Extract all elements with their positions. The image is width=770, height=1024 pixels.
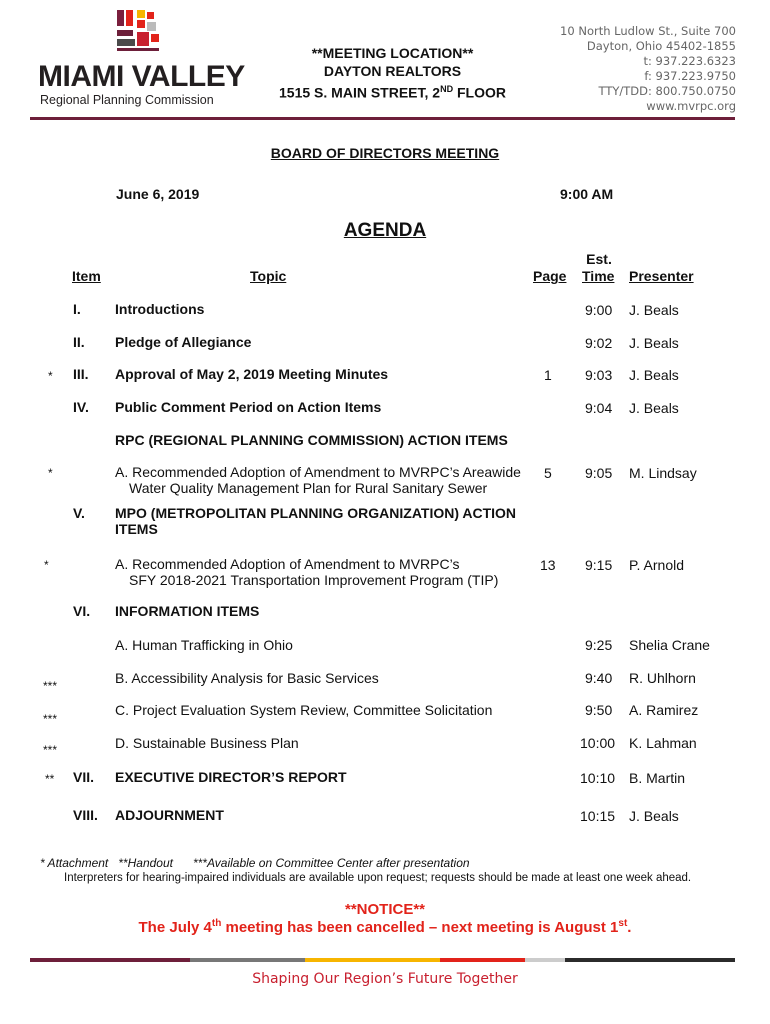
location-line-2: DAYTON REALTORS [323,63,462,79]
brand-subtitle: Regional Planning Commission [40,93,214,107]
committee-center-marker: *** [43,743,58,757]
column-header-time: Time [582,268,615,284]
column-header-est: Est. [586,251,612,267]
handout-marker: ** [45,772,55,786]
row-time: 9:00 [585,302,613,318]
row-topic: ADJOURNMENT [115,807,224,823]
row-presenter: K. Lahman [629,735,697,751]
marker-legend: * Attachment **Handout ***Available on Committee Center after presentation [40,856,470,870]
location-line-3: 1515 S. MAIN STREET, 2ND FLOOR [279,84,506,101]
row-item-number: II. [73,334,85,350]
row-topic-line-1: MPO (METROPOLITAN PLANNING ORGANIZATION) ACTION [115,505,517,521]
notice-heading: **NOTICE** [344,901,426,918]
contact-block [560,24,736,114]
row-time: 9:25 [585,637,613,653]
attachment-marker: * [48,369,53,383]
column-header-topic: Topic [250,268,287,284]
row-topic-line-2: Water Quality Management Plan for Rural Sanitary Sewer [129,480,488,496]
mvrpc-logo-mark [117,10,161,52]
row-item-number: I. [73,301,81,317]
row-time: 9:50 [585,702,613,718]
row-item-number: VIII. [73,807,98,823]
row-topic: C. Project Evaluation System Review, Committee Solicitation [115,702,493,718]
committee-center-marker: *** [43,712,58,726]
row-time: 9:05 [585,465,613,481]
meeting-date: June 6, 2019 [116,186,200,202]
column-header-item: Item [72,268,101,284]
contact-tty: TTY/TDD: 800.750.0750 [598,84,736,98]
tagline: Shaping Our Region’s Future Together [252,971,518,987]
row-topic: Introductions [115,301,205,317]
row-presenter: P. Arnold [629,557,685,573]
row-page: 1 [544,367,552,383]
row-time: 10:00 [580,735,616,751]
row-topic-line-2: SFY 2018-2021 Transportation Improvement Program (TIP) [129,572,499,588]
row-presenter: J. Beals [629,335,679,351]
column-header-presenter: Presenter [629,268,694,284]
row-topic: D. Sustainable Business Plan [115,735,299,751]
row-presenter: B. Martin [629,770,686,786]
row-time: 9:04 [585,400,613,416]
row-presenter: M. Lindsay [629,465,697,481]
row-page: 13 [540,557,556,573]
location-line-1: **MEETING LOCATION** [311,45,474,61]
row-time: 9:03 [585,367,613,383]
interpreter-note: Interpreters for hearing-impaired individuals are available upon request; requests should be made at least one week ahead. [64,872,692,884]
row-item-number: V. [73,505,85,521]
row-topic: B. Accessibility Analysis for Basic Services [115,670,379,686]
contact-fax: f: 937.223.9750 [644,69,736,83]
row-presenter: J. Beals [629,808,679,824]
column-header-page: Page [533,268,567,284]
attachment-marker: * [44,558,49,572]
meeting-title: BOARD OF DIRECTORS MEETING [270,145,500,161]
row-item-number: IV. [73,399,89,415]
row-page: 5 [544,465,552,481]
notice-text: The July 4th meeting has been cancelled – next meeting is August 1st. [138,918,632,936]
row-presenter: Shelia Crane [629,637,710,653]
contact-website: www.mvrpc.org [646,99,736,113]
row-presenter: R. Uhlhorn [629,670,696,686]
contact-address: 10 North Ludlow St., Suite 700 [560,24,736,38]
row-item-number: VII. [73,769,95,785]
row-presenter: J. Beals [629,400,679,416]
row-time: 10:10 [580,770,616,786]
contact-phone: t: 937.223.6323 [643,54,736,68]
row-presenter: J. Beals [629,367,679,383]
row-item-number: VI. [73,603,91,619]
agenda-title: AGENDA [343,220,427,241]
row-time: 9:02 [585,335,613,351]
row-item-number: III. [73,366,89,382]
row-topic: A. Human Trafficking in Ohio [115,637,293,653]
row-topic: Pledge of Allegiance [115,334,252,350]
section-heading-rpc: RPC (REGIONAL PLANNING COMMISSION) ACTION ITEMS [115,432,508,448]
row-topic: EXECUTIVE DIRECTOR’S REPORT [115,769,347,785]
meeting-location [260,44,525,102]
row-topic-line-1: A. Recommended Adoption of Amendment to MVRPC’s Areawide [115,464,521,480]
contact-city: Dayton, Ohio 45402-1855 [586,39,736,53]
row-presenter: A. Ramirez [629,702,699,718]
row-topic: Approval of May 2, 2019 Meeting Minutes [115,366,389,382]
meeting-time: 9:00 AM [560,186,614,202]
attachment-marker: * [48,466,53,480]
row-time: 10:15 [580,808,616,824]
brand-name: MIAMI VALLEY [38,60,245,93]
row-topic-line-2: ITEMS [115,521,158,537]
row-topic-line-1: A. Recommended Adoption of Amendment to MVRPC’s [115,556,460,572]
row-topic: INFORMATION ITEMS [115,603,260,619]
committee-center-marker: *** [43,679,58,693]
row-topic: Public Comment Period on Action Items [115,399,382,415]
row-time: 9:15 [585,557,613,573]
footer-color-bar [30,958,735,962]
row-time: 9:40 [585,670,613,686]
row-presenter: J. Beals [629,302,679,318]
header-divider [30,117,735,120]
